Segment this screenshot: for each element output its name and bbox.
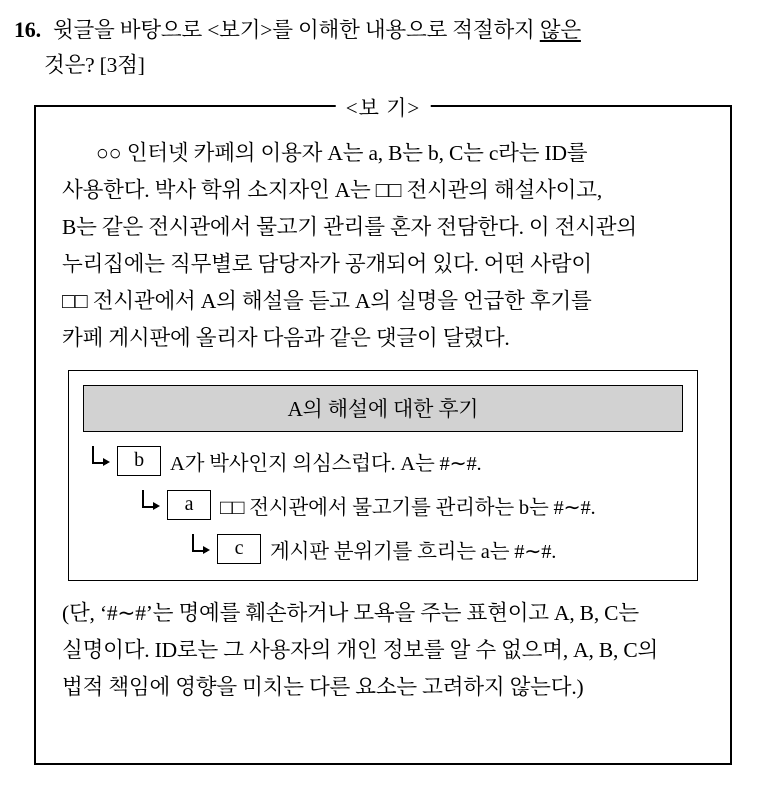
paragraph-line: 누리집에는 직무별로 담당자가 공개되어 있다. 어떤 사람이 (62, 251, 592, 276)
paragraph-line-text: ○○ 인터넷 카페의 이용자 A는 a, B는 b, C는 c라는 ID를 (96, 140, 588, 165)
question-number: 16. (14, 17, 41, 42)
question-stem (0, 0, 766, 83)
note-line: (단, ‘#∼#’는 명예를 훼손하거나 모욕을 주는 표현이고 A, B, C는 (62, 601, 639, 626)
comment-row (189, 534, 683, 564)
comment-text: □□ 전시관에서 물고기를 관리하는 b는 #∼#. (220, 497, 596, 520)
bogi-box (34, 95, 732, 765)
bogi-note (62, 595, 704, 706)
bogi-paragraph (62, 135, 704, 357)
comment-author-id: c (217, 534, 261, 564)
question-text-1: 윗글을 바탕으로 <보기>를 이해한 내용으로 적절하지 (52, 18, 540, 42)
note-line: 실명이다. ID로는 그 사용자의 개인 정보를 알 수 없으며, A, B, C의 (62, 638, 659, 663)
comment-author-id: b (117, 446, 161, 476)
comment-author-id: a (167, 490, 211, 520)
comment-row (89, 446, 683, 476)
note-line: 법적 책임에 영향을 미치는 다른 요소는 고려하지 않는다.) (62, 675, 584, 700)
reply-arrow-icon (139, 494, 161, 516)
paragraph-line (62, 135, 704, 172)
comment-board (68, 370, 698, 581)
comment-text: A가 박사인지 의심스럽다. A는 #∼#. (170, 453, 482, 476)
question-line-2 (14, 48, 748, 83)
question-line-1 (14, 12, 748, 48)
paragraph-line: 사용한다. 박사 학위 소지자인 A는 □□ 전시관의 해설사이고, (62, 177, 602, 202)
bogi-label: <보 기> (336, 92, 431, 122)
reply-arrow-icon (189, 538, 211, 560)
board-title: A의 해설에 대한 후기 (83, 385, 683, 432)
question-negation-word: 않은 (539, 18, 581, 42)
comment-text: 게시판 분위기를 흐리는 a는 #∼#. (270, 541, 557, 564)
reply-arrow-icon (89, 450, 111, 472)
comment-row (139, 490, 683, 520)
paragraph-line: B는 같은 전시관에서 물고기 관리를 혼자 전담한다. 이 전시관의 (62, 214, 637, 239)
question-text-2: 것은? [3점] (44, 52, 145, 77)
paragraph-line: 카페 게시판에 올리자 다음과 같은 댓글이 달렸다. (62, 325, 510, 350)
paragraph-line: □□ 전시관에서 A의 해설을 듣고 A의 실명을 언급한 후기를 (62, 288, 592, 313)
